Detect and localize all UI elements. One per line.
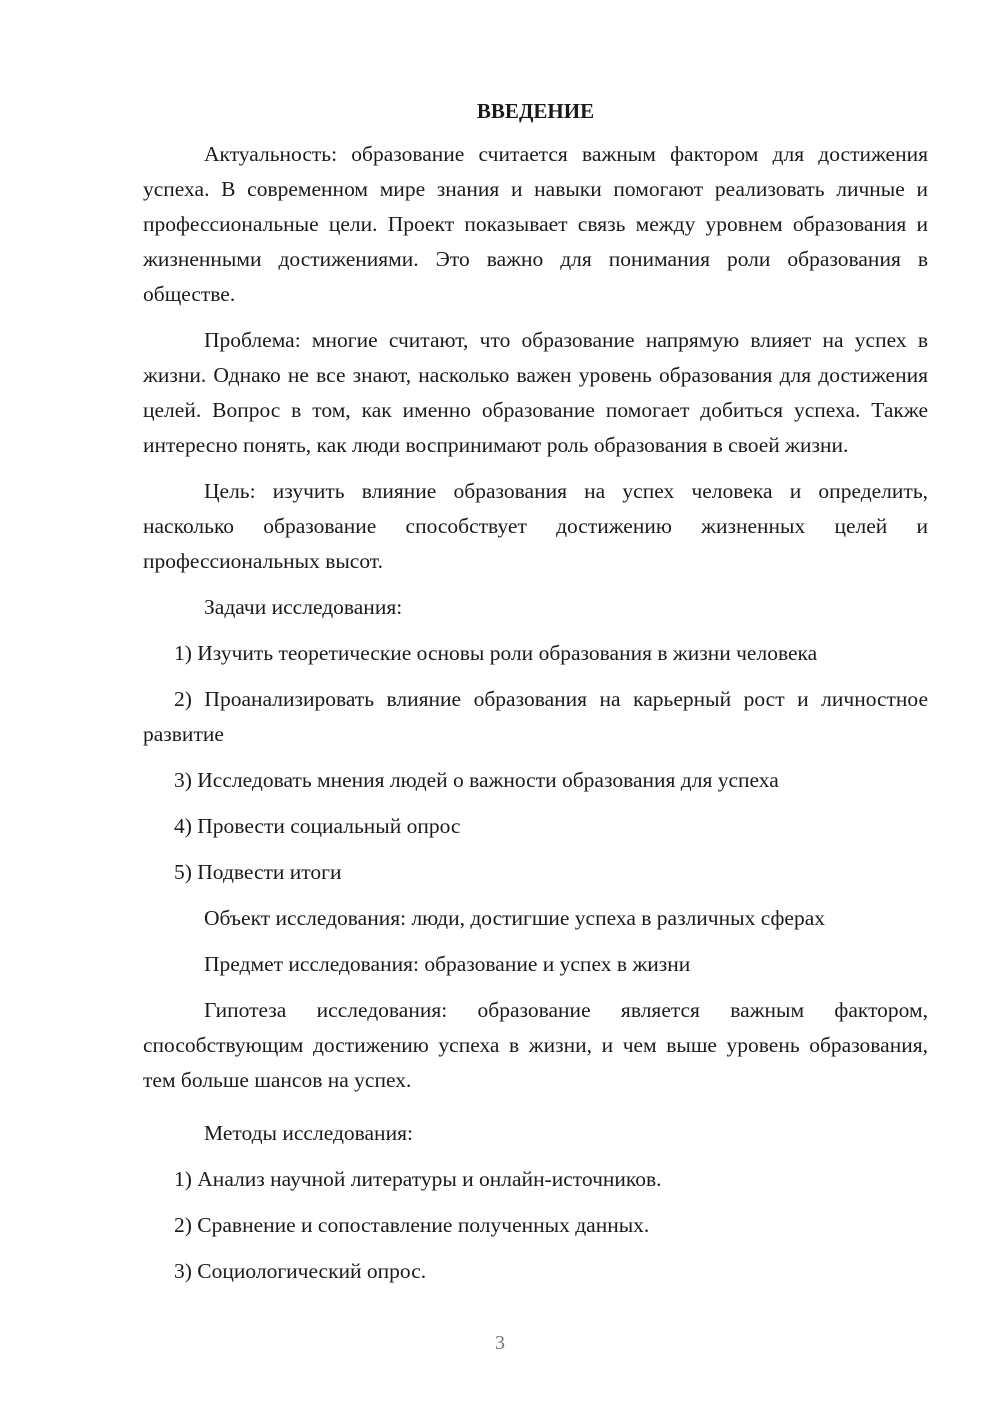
- method-item-1: 1) Анализ научной литературы и онлайн-источников.: [174, 1167, 662, 1191]
- task-item-5: 5) Подвести итоги: [174, 860, 342, 884]
- tasks-heading: Задачи исследования:: [204, 595, 403, 619]
- goal-paragraph: Цель: изучить влияние образования на успех человека и определить, насколько образование способствует достижению жизненных целей и профессиональных высот.: [143, 479, 928, 573]
- task-item-4: 4) Провести социальный опрос: [174, 814, 461, 838]
- task-item-1: 1) Изучить теоретические основы роли образования в жизни человека: [174, 641, 818, 665]
- task-item-2: 2) Проанализировать влияние образования на карьерный рост и личностное развитие: [143, 687, 928, 746]
- subject-paragraph: Предмет исследования: образование и успех в жизни: [204, 952, 691, 976]
- problem-paragraph: Проблема: многие считают, что образование напрямую влияет на успех в жизни. Однако не все знают, насколько важен уровень образования для достижения целей. Вопрос в том, как именно образование помогает добиться успеха. Также интересно понять, как люди воспринимают роль образования в своей жизни.: [143, 328, 928, 457]
- method-item-3: 3) Социологический опрос.: [174, 1259, 427, 1283]
- method-item-2: 2) Сравнение и сопоставление полученных данных.: [174, 1213, 650, 1237]
- task-item-3: 3) Исследовать мнения людей о важности образования для успеха: [174, 768, 779, 792]
- relevance-paragraph: Актуальность: образование считается важным фактором для достижения успеха. В современном мире знания и навыки помогают реализовать личные и профессиональные цели. Проект показывает связь между уровнем образования и жизненными достижениями. Это важно для понимания роли образования в обществе.: [143, 142, 928, 306]
- hypothesis-paragraph: Гипотеза исследования: образование является важным фактором, способствующим достижению успеха в жизни, и чем выше уровень образования, тем больше шансов на успех.: [143, 998, 928, 1092]
- object-paragraph: Объект исследования: люди, достигшие успеха в различных сферах: [204, 906, 826, 930]
- methods-heading: Методы исследования:: [204, 1121, 413, 1145]
- page-title: ВВЕДЕНИЕ: [476, 99, 595, 123]
- document-page: [143, 96, 928, 1300]
- page-number: 3: [495, 1332, 505, 1354]
